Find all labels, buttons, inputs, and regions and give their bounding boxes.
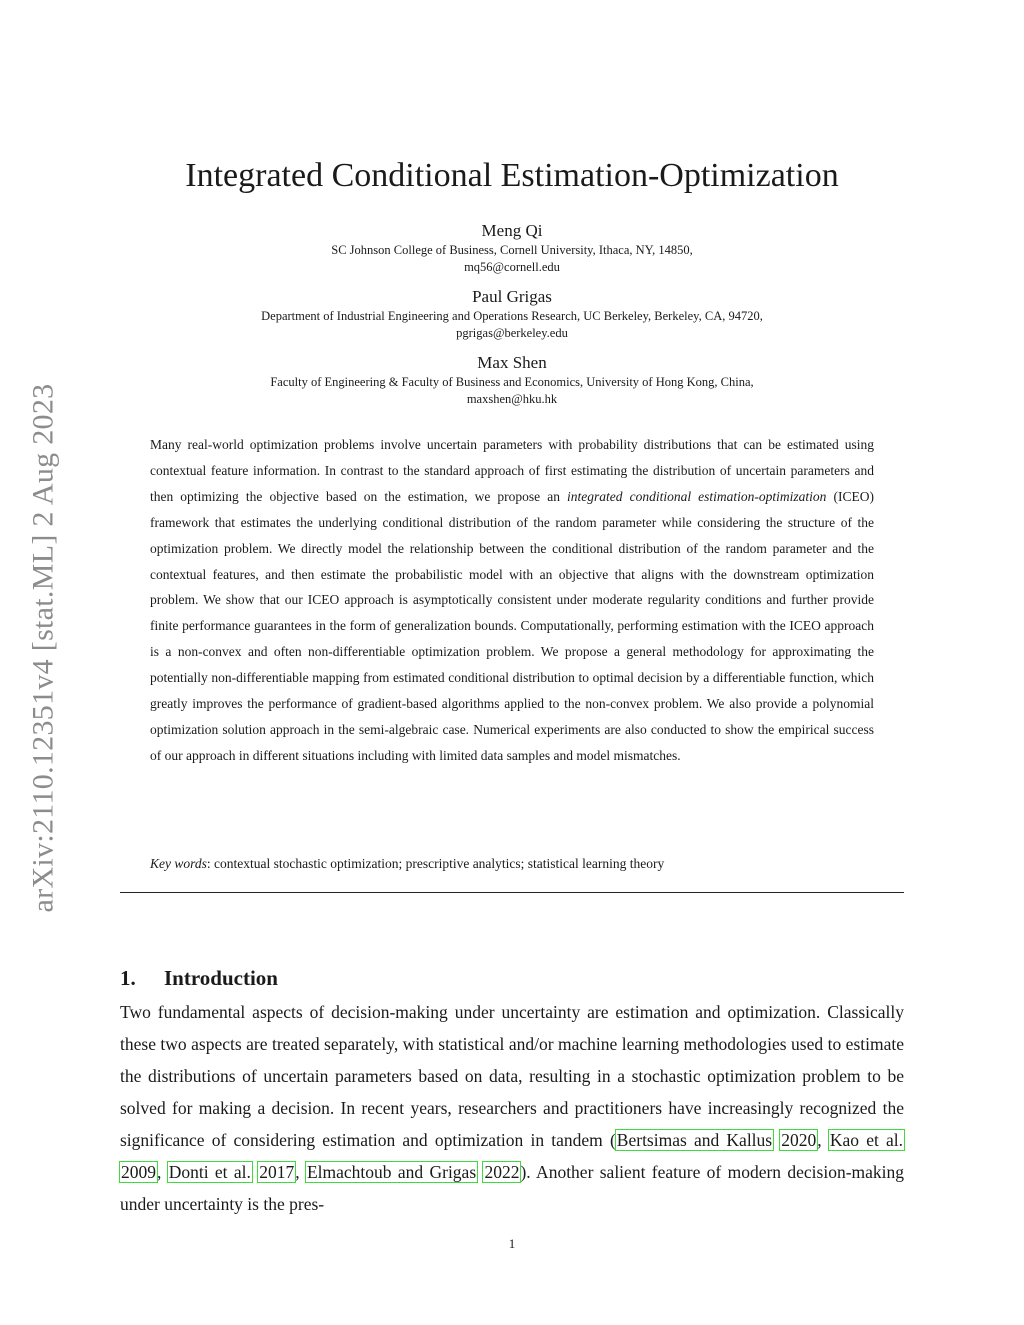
author-name: Meng Qi — [481, 221, 543, 240]
citation-year-link[interactable]: 2009 — [121, 1162, 156, 1182]
author-affiliation: Department of Industrial Engineering and Operations Research, UC Berkeley, Berkeley, CA, 94720, — [261, 309, 763, 323]
keywords-label: Key words — [150, 856, 207, 871]
keywords-text: contextual stochastic optimization; prescriptive analytics; statistical learning theory — [214, 856, 665, 871]
author-block-1 — [0, 220, 1024, 276]
intro-paragraph: Two fundamental aspects of decision-making under uncertainty are estimation and optimization. Classically these two aspects are treated separately, with statistical and/or machine learning methodologies used to estimate the distributions of uncertain parameters based on data, resulting in a stochastic optimization problem to be solved for making a decision. In recent years, researchers and practitioners have increasingly recognized the significance of considering estimation and optimization in tandem (Bertsimas and Kallus 2020, Kao et al. 2009, Donti et al. 2017, Elmachtoub and Grigas 2022). Another salient feature of modern decision-making under uncertainty is the pres- — [120, 1002, 905, 1214]
author-affiliation: Faculty of Engineering & Faculty of Business and Economics, University of Hong Kong, China, — [270, 375, 754, 389]
citation-link[interactable]: Kao et al. — [829, 1130, 904, 1150]
abstract-text-start: Many real-world optimization problems involve uncertain parameters with probability distributions that can be estimated using contextual feature information. In contrast to the standard approach of first estimating the distribution of uncertain parameters and then optimizing the objective based on the estimation, we propose an — [150, 437, 874, 504]
intro-text-end: ). Another salient feature of modern decision-making under uncertainty is the pres- — [120, 1162, 905, 1214]
abstract-text-end: (ICEO) framework that estimates the underlying conditional distribution of the random parameter while considering the structure of the optimization problem. We directly model the relationship between the conditional distribution of the random parameter and the contextual features, and then estimate the probabilistic model with an objective that aligns with the downstream optimization problem. We show that our ICEO approach is asymptotically consistent under moderate regularity conditions and further provide finite performance guarantees in the form of generalization bounds. Computationally, performing estimation with the ICEO approach is a non-convex and often non-differentiable optimization problem. We propose a general methodology for approximating the potentially non-differentiable mapping from estimated conditional distribution to optimal decision by a differentiable function, which greatly improves the performance of gradient-based algorithms applied to the non-convex problem. We also provide a polynomial optimization solution approach in the semi-algebraic case. Numerical experiments are also conducted to show the empirical success of our approach in different situations including with limited data samples and model mismatches. — [150, 488, 874, 763]
section-heading — [120, 964, 278, 992]
citation-year-link[interactable]: 2017 — [259, 1162, 295, 1182]
intro-text-start: Two fundamental aspects of decision-making under uncertainty are estimation and optimization. Classically these two aspects are treated separately, with statistical and/or machine learning methodologies used to estimate the distributions of uncertain parameters based on data, resulting in a stochastic optimization problem to be solved for making a decision. In recent years, researchers and practitioners have increasingly recognized the significance of considering estimation and optimization in tandem ( — [120, 1002, 904, 1150]
author-email: maxshen@hku.hk — [466, 392, 558, 406]
citation-link[interactable]: Bertsimas and Kallus — [616, 1130, 773, 1150]
citation-year-link[interactable]: 2020 — [781, 1130, 817, 1150]
section-divider — [120, 892, 904, 893]
arxiv-id: arXiv:2110.12351v4 [stat.ML] 2 Aug 2023 — [26, 383, 60, 913]
keywords — [150, 853, 874, 875]
keywords-colon: : — [206, 856, 215, 871]
author-block-2 — [0, 286, 1024, 342]
author-name: Paul Grigas — [472, 287, 552, 306]
author-block-3 — [0, 352, 1024, 408]
abstract — [150, 432, 874, 769]
author-name: Max Shen — [477, 353, 547, 372]
paper-title: Integrated Conditional Estimation-Optimization — [185, 157, 839, 194]
page-number: 1 — [508, 1236, 516, 1251]
arxiv-stamp — [22, 350, 64, 946]
author-email: pgrigas@berkeley.edu — [456, 326, 568, 340]
citation-year-link[interactable]: 2022 — [484, 1162, 520, 1182]
abstract-emphasis: integrated conditional estimation-optimization — [567, 488, 827, 504]
section-number: 1. — [120, 966, 136, 990]
author-email: mq56@cornell.edu — [464, 260, 560, 274]
citation-link[interactable]: Donti et al. — [168, 1162, 251, 1182]
citation-link[interactable]: Elmachtoub and Grigas — [306, 1162, 477, 1182]
author-affiliation: SC Johnson College of Business, Cornell University, Ithaca, NY, 14850, — [331, 243, 693, 257]
section-title: Introduction — [164, 966, 278, 990]
